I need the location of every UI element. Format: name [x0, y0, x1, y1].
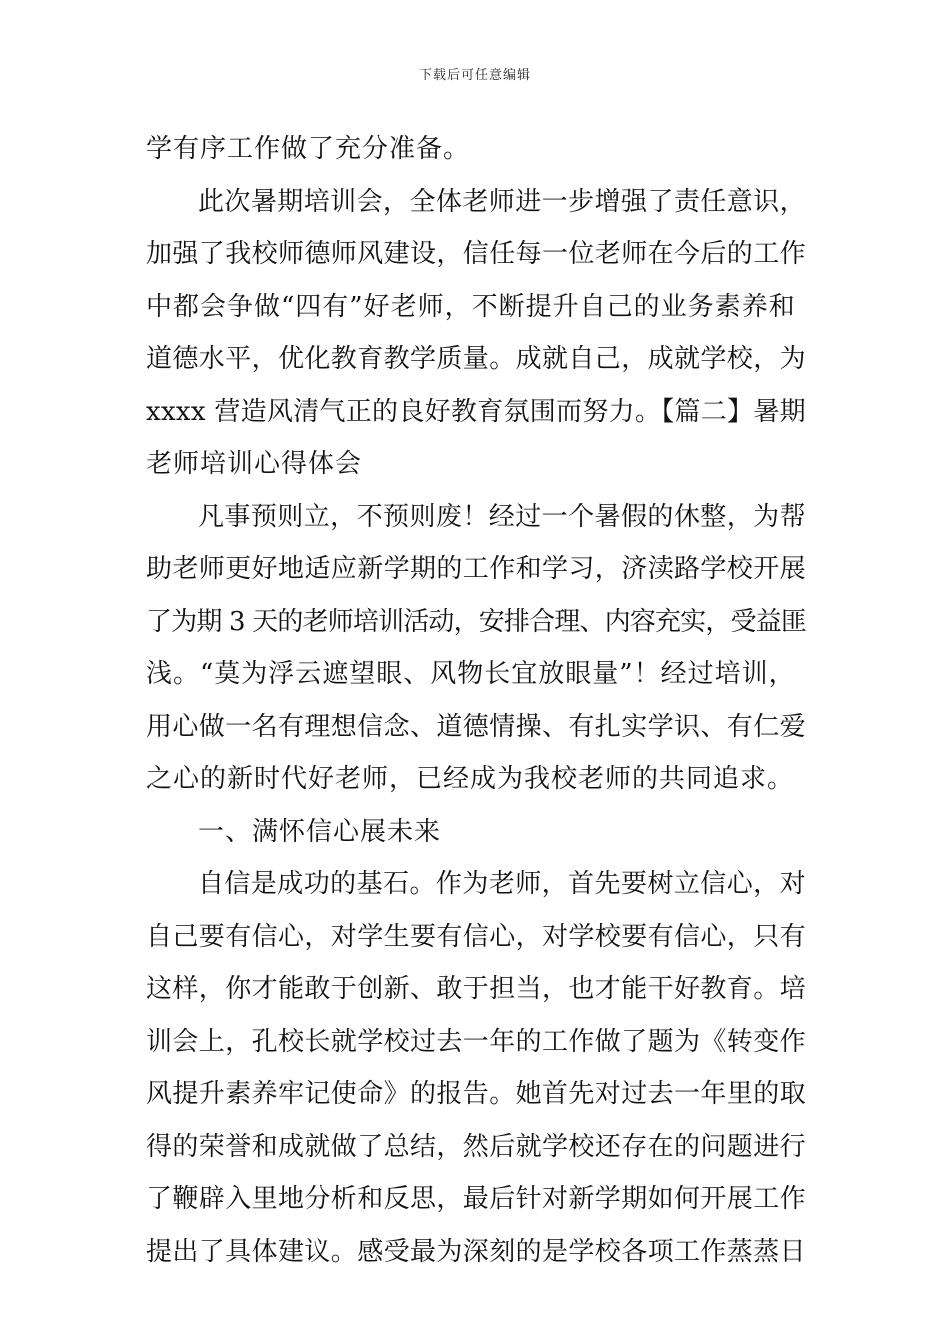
- text-line: 风提升素养牢记使命》的报告。她首先对过去一年里的取: [146, 1079, 807, 1109]
- text-line: 中都会争做“四有”好老师，不断提升自己的业务素养和: [146, 291, 796, 322]
- text-line: 一、满怀信心展未来: [198, 816, 442, 847]
- text-line: 了鞭辟入里地分析和反思，最后针对新学期如何开展工作: [146, 1184, 807, 1214]
- header-note: 下载后可任意编辑: [418, 68, 531, 83]
- text-line: 训会上，孔校长就学校过去一年的工作做了题为《转变作: [146, 1026, 807, 1057]
- text-line: 道德水平，优化教育教学质量。成就自己，成就学校，为: [146, 344, 807, 374]
- text-line: 此次暑期培训会，全体老师进一步增强了责任意识，: [198, 186, 807, 217]
- text-line: 提出了具体建议。感受最为深刻的是学校各项工作蒸蒸日: [146, 1236, 807, 1267]
- text-line: 老师培训心得体会: [146, 449, 363, 479]
- text-line: 自信是成功的基石。作为老师，首先要树立信心，对: [198, 869, 807, 899]
- text-line: 凡事预则立，不预则废！经过一个暑假的休整，为帮: [198, 501, 807, 532]
- text-line: 浅。“莫为浮云遮望眼、风物长宜放眼量”！经过培训，: [146, 659, 796, 689]
- text-line: 了为期 3 天的老师培训活动，安排合理、内容充实，受益匪: [146, 606, 807, 637]
- text-line: 这样，你才能敢于创新、敢于担当，也才能干好教育。培: [146, 974, 807, 1004]
- text-line: xxxx 营造风清气正的良好教育氛围而努力。【篇二】暑期: [146, 396, 806, 427]
- text-line: 得的荣誉和成就做了总结，然后就学校还存在的问题进行: [146, 1131, 807, 1162]
- text-line: 自己要有信心，对学生要有信心，对学校要有信心，只有: [146, 921, 807, 952]
- document-body: [146, 127, 806, 1282]
- text-line: 之心的新时代好老师，已经成为我校老师的共同追求。: [146, 764, 795, 794]
- text-line: 用心做一名有理想信念、道德情操、有扎实学识、有仁爱: [146, 711, 807, 742]
- text-line: 加强了我校师德师风建设，信任每一位老师在今后的工作: [146, 239, 807, 269]
- text-line: 学有序工作做了充分准备。: [146, 134, 471, 164]
- text-line: 助老师更好地适应新学期的工作和学习，济渎路学校开展: [146, 554, 807, 584]
